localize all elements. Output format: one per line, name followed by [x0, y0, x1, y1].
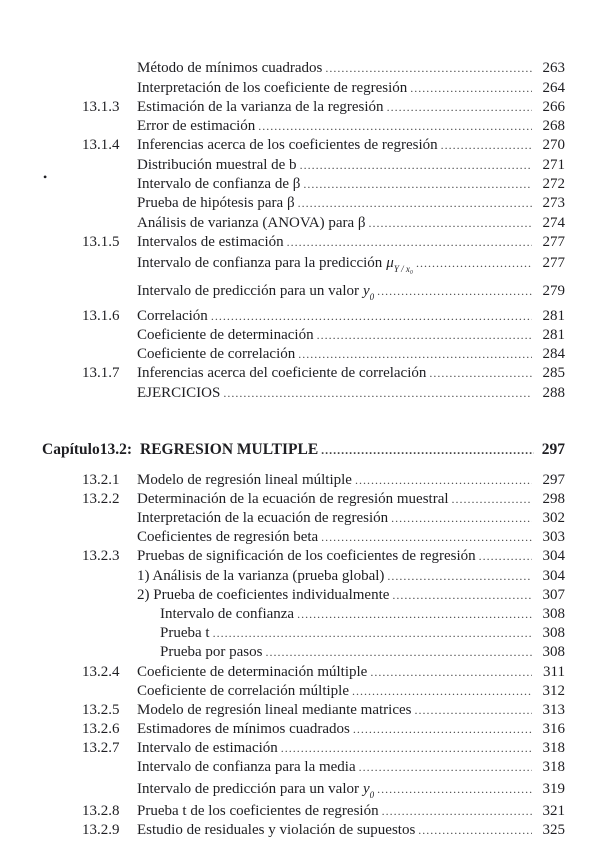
toc-entry — [0, 820, 600, 840]
entry-title: Pruebas de significación de los coeficientes de regresión — [137, 548, 476, 564]
math-symbol — [386, 253, 413, 279]
entry-title: Estimación de la varianza de la regresión — [137, 99, 384, 115]
section-number: 13.2.8 — [82, 803, 120, 819]
toc-entry — [0, 623, 600, 643]
dot-leader — [353, 719, 532, 739]
page-number: 308 — [542, 644, 565, 660]
toc-entry — [0, 253, 600, 273]
entry-title: Análisis de varianza (ANOVA) para β — [137, 215, 366, 231]
dot-leader — [414, 700, 532, 720]
section-number: 13.1.6 — [82, 308, 120, 324]
toc-entry — [0, 757, 600, 777]
scan-speck: • — [43, 170, 48, 184]
page-number: 325 — [542, 822, 565, 838]
toc-entry — [0, 566, 600, 586]
toc-entry — [0, 325, 600, 345]
toc-entry — [0, 306, 600, 326]
toc-entry — [0, 383, 600, 403]
entry-title: Coeficientes de regresión beta — [137, 529, 319, 545]
page-number: 284 — [542, 346, 565, 362]
page-number: 277 — [542, 234, 565, 250]
entry-title: Distribución muestral de b — [137, 157, 297, 173]
page-number: 298 — [542, 491, 565, 507]
page-number: 271 — [542, 157, 565, 173]
entry-title: Modelo de regresión lineal múltiple — [137, 472, 352, 488]
page-number: 268 — [542, 118, 565, 134]
dot-leader — [287, 232, 532, 252]
dot-leader — [281, 738, 532, 758]
dot-leader — [391, 508, 532, 528]
toc-entry — [0, 642, 600, 662]
toc-entry — [0, 470, 600, 490]
page-number: 319 — [542, 781, 565, 797]
chapter-label: Capítulo13.2: — [42, 441, 132, 458]
page-number: 270 — [542, 137, 565, 153]
dot-leader — [265, 642, 532, 662]
toc-entry — [0, 78, 600, 98]
dot-leader — [416, 253, 532, 273]
toc-entry — [0, 97, 600, 117]
entry-title: Estudio de residuales y violación de supuestos — [137, 822, 416, 838]
dot-leader — [418, 820, 532, 840]
page-number: 281 — [542, 308, 565, 324]
math-base: y — [362, 283, 370, 299]
page-number: 308 — [542, 625, 565, 641]
page-number: 266 — [542, 99, 565, 115]
math-subscript: 0 — [369, 292, 375, 302]
entry-title: Coeficiente de determinación — [137, 327, 314, 343]
entry-title: Interpretación de los coeficiente de regresión — [137, 80, 408, 96]
page-number: 274 — [542, 215, 565, 231]
entry-title: EJERCICIOS — [137, 385, 221, 401]
toc-entry — [0, 719, 600, 739]
entry-title: Coeficiente de determinación múltiple — [137, 664, 368, 680]
dot-leader — [325, 58, 532, 78]
entry-title: Intervalo de confianza para la predicción — [137, 255, 383, 271]
math-subscript: Y / x₀ — [393, 264, 413, 274]
section-number: 13.1.4 — [82, 137, 120, 153]
toc-entry — [0, 281, 600, 301]
page-number: 263 — [542, 60, 565, 76]
toc-entry — [0, 604, 600, 624]
dot-leader — [355, 470, 532, 490]
entry-title: Prueba t — [160, 625, 210, 641]
entry-title: Coeficiente de correlación múltiple — [137, 683, 349, 699]
entry-title: Intervalo de predicción para un valor — [137, 781, 359, 797]
toc-entry — [0, 174, 600, 194]
page-number: 281 — [542, 327, 565, 343]
section-number: 13.2.4 — [82, 664, 120, 680]
dot-leader — [387, 566, 532, 586]
toc-entry — [0, 662, 600, 682]
dot-leader — [452, 489, 532, 509]
toc-entry — [0, 58, 600, 78]
toc-entry — [0, 232, 600, 252]
dot-leader — [300, 155, 532, 175]
toc-entry — [0, 155, 600, 175]
entry-title: Prueba por pasos — [160, 644, 263, 660]
toc-entry — [0, 738, 600, 758]
page-number: 307 — [542, 587, 565, 603]
dot-leader — [317, 325, 532, 345]
section-number: 13.2.3 — [82, 548, 120, 564]
chapter-heading — [42, 441, 565, 463]
math-base: μ — [386, 255, 394, 271]
section-number: 13.1.3 — [82, 99, 120, 115]
entry-title: Prueba de hipótesis para β — [137, 195, 295, 211]
entry-title: Intervalo de confianza — [160, 606, 295, 622]
toc-entry — [0, 344, 600, 364]
dot-leader — [359, 757, 532, 777]
page-number: 297 — [542, 472, 565, 488]
dot-leader — [410, 78, 532, 98]
dot-leader — [392, 585, 532, 605]
page-number: 264 — [542, 80, 565, 96]
page-number: 279 — [542, 283, 565, 299]
toc-entry — [0, 585, 600, 605]
chapter-title: REGRESION MULTIPLE — [140, 441, 319, 458]
toc-entry — [0, 363, 600, 383]
section-number: 13.1.7 — [82, 365, 120, 381]
page-number: 312 — [542, 683, 565, 699]
dot-leader — [352, 681, 532, 701]
entry-title: Error de estimación — [137, 118, 256, 134]
page-number: 316 — [542, 721, 565, 737]
dot-leader — [377, 779, 532, 799]
toc-entry — [0, 116, 600, 136]
entry-title: Intervalo de estimación — [137, 740, 278, 756]
entry-title: Prueba t de los coeficientes de regresión — [137, 803, 379, 819]
toc-entry — [0, 527, 600, 547]
dot-leader — [297, 604, 532, 624]
toc-entry — [0, 801, 600, 821]
section-number: 13.2.7 — [82, 740, 120, 756]
toc-entry — [0, 193, 600, 213]
page-number: 313 — [542, 702, 565, 718]
dot-leader — [258, 116, 532, 136]
page-number: 304 — [542, 548, 565, 564]
page-number: 272 — [542, 176, 565, 192]
page-number: 318 — [542, 740, 565, 756]
dot-leader — [387, 97, 532, 117]
dot-leader — [479, 546, 532, 566]
toc-entry — [0, 508, 600, 528]
dot-leader — [303, 174, 532, 194]
toc-entry — [0, 546, 600, 566]
dot-leader — [298, 344, 532, 364]
page-number: 311 — [543, 664, 565, 680]
dot-leader — [298, 193, 532, 213]
dot-leader — [370, 662, 532, 682]
page-number: 277 — [542, 255, 565, 271]
entry-title: Coeficiente de correlación — [137, 346, 296, 362]
entry-title: Interpretación de la ecuación de regresión — [137, 510, 389, 526]
entry-title: Correlación — [137, 308, 208, 324]
page-number: 302 — [542, 510, 565, 526]
section-number: 13.2.2 — [82, 491, 120, 507]
page-number: 285 — [542, 365, 565, 381]
toc-entry — [0, 213, 600, 233]
chapter-page: 297 — [541, 441, 565, 458]
math-subscript: 0 — [369, 790, 375, 800]
toc-entry — [0, 700, 600, 720]
page-number: 321 — [542, 803, 565, 819]
dot-leader — [223, 383, 532, 403]
math-symbol — [363, 281, 374, 307]
entry-title: Determinación de la ecuación de regresión muestral — [137, 491, 449, 507]
entry-title: Inferencias acerca de los coeficientes de regresión — [137, 137, 438, 153]
dot-leader — [213, 623, 532, 643]
toc-entry — [0, 681, 600, 701]
entry-title: Estimadores de mínimos cuadrados — [137, 721, 350, 737]
page-number: 304 — [542, 568, 565, 584]
math-base: y — [362, 781, 370, 797]
dot-leader — [382, 801, 532, 821]
page-number: 318 — [542, 759, 565, 775]
dot-leader — [377, 281, 532, 301]
section-number: 13.2.5 — [82, 702, 120, 718]
page-number: 273 — [542, 195, 565, 211]
section-number: 13.2.6 — [82, 721, 120, 737]
dot-leader — [441, 135, 532, 155]
dot-leader — [211, 306, 532, 326]
dot-leader — [321, 527, 532, 547]
entry-title: Modelo de regresión lineal mediante matrices — [137, 702, 412, 718]
entry-title: Inferencias acerca del coeficiente de correlación — [137, 365, 427, 381]
section-number: 13.2.1 — [82, 472, 120, 488]
section-number: 13.1.5 — [82, 234, 120, 250]
dot-leader — [321, 443, 534, 458]
toc-entry — [0, 779, 600, 799]
entry-title: Intervalo de predicción para un valor — [137, 283, 359, 299]
section-number: 13.2.9 — [82, 822, 120, 838]
page-number: 303 — [542, 529, 565, 545]
toc-entry — [0, 135, 600, 155]
entry-title: Método de mínimos cuadrados — [137, 60, 323, 76]
dot-leader — [369, 213, 532, 233]
page-number: 288 — [542, 385, 565, 401]
toc-entry — [0, 489, 600, 509]
entry-title: Intervalos de estimación — [137, 234, 284, 250]
page-number: 308 — [542, 606, 565, 622]
entry-title: Intervalo de confianza para la media — [137, 759, 356, 775]
entry-title: 2) Prueba de coeficientes individualmente — [137, 587, 390, 603]
entry-title: Intervalo de confianza de β — [137, 176, 301, 192]
entry-title: 1) Análisis de la varianza (prueba global) — [137, 568, 385, 584]
dot-leader — [429, 363, 532, 383]
